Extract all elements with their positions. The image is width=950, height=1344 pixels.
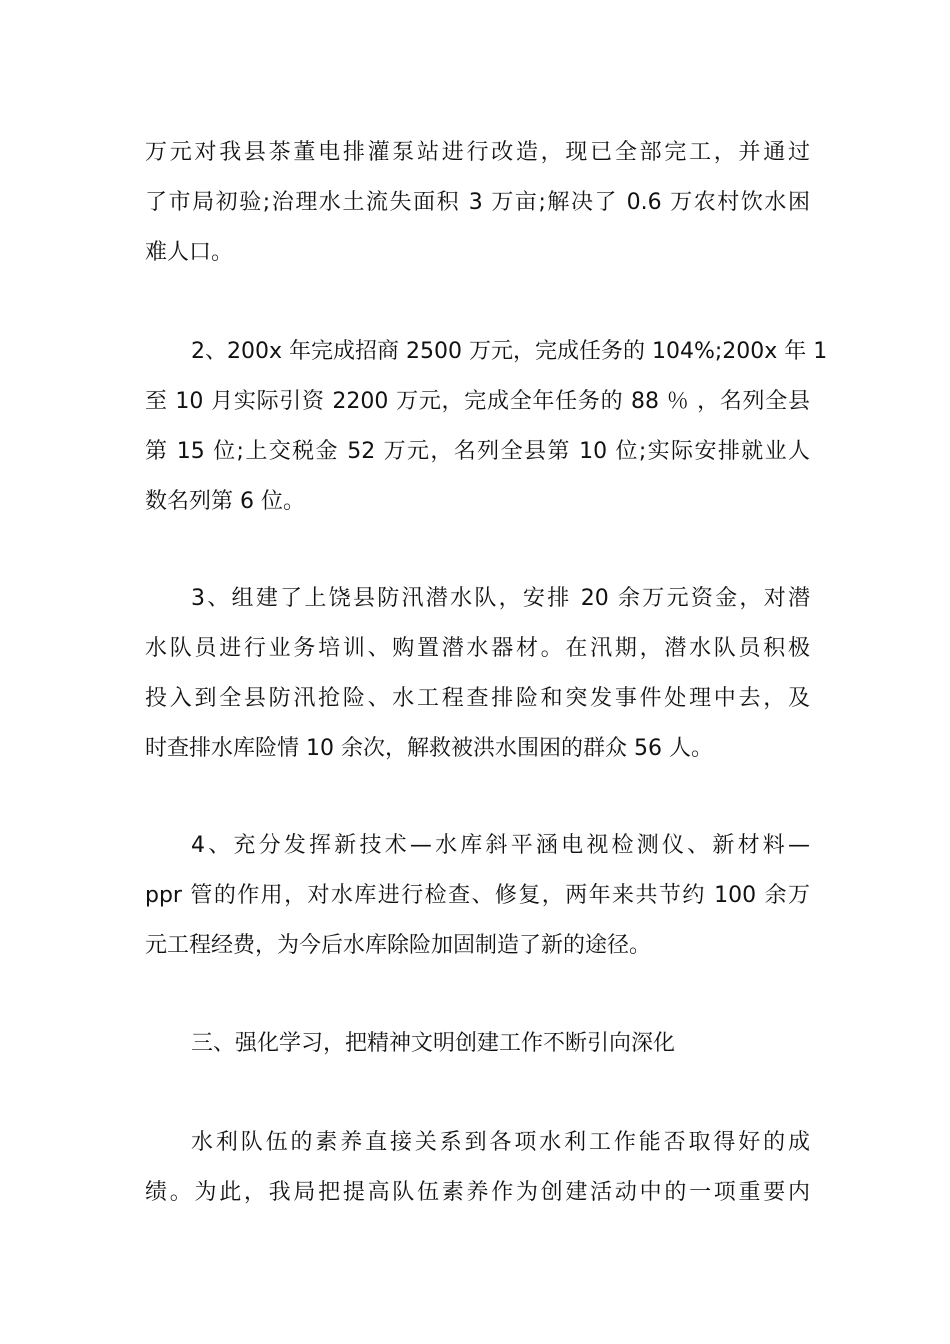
text-line: 数名列第 6 位。 <box>145 489 305 514</box>
text-line: 时查排水库险情 10 余次，解救被洪水围困的群众 56 人。 <box>145 736 713 761</box>
text-line: 第 15 位;上交税金 52 万元，名列全县第 10 位;实际安排就业人 <box>145 439 810 464</box>
section-heading <box>145 1019 810 1069</box>
paragraph-2 <box>145 327 828 527</box>
text-line: 了市局初验;治理水土流失面积 3 万亩;解决了 0.6 万农村饮水困 <box>145 190 810 215</box>
paragraph-3 <box>145 574 810 774</box>
text-line: 水利队伍的素养直接关系到各项水利工作能否取得好的成 <box>191 1130 810 1155</box>
text-line: 4、充分发挥新技术—水库斜平涵电视检测仪、新材料— <box>191 833 810 858</box>
paragraph-1 <box>145 128 810 278</box>
heading-text: 三、强化学习，把精神文明创建工作不断引向深化 <box>191 1031 676 1056</box>
text-line: 水队员进行业务培训、购置潜水器材。在汛期，潜水队员积极 <box>145 636 810 661</box>
text-line: 万元对我县茶董电排灌泵站进行改造，现已全部完工，并通过 <box>145 140 810 165</box>
text-line: ppr 管的作用，对水库进行检查、修复，两年来共节约 100 余万 <box>145 883 810 908</box>
text-line: 3、组建了上饶县防汛潜水队，安排 20 余万元资金，对潜 <box>191 586 810 611</box>
paragraph-4 <box>145 821 810 971</box>
text-line: 投入到全县防汛抢险、水工程查排险和突发事件处理中去，及 <box>145 686 810 711</box>
text-line: 绩。为此，我局把提高队伍素养作为创建活动中的一项重要内 <box>145 1180 810 1205</box>
paragraph-6 <box>145 1118 810 1218</box>
text-line: 2、200x 年完成招商 2500 万元，完成任务的 104%;200x 年 1 <box>191 339 828 364</box>
text-line: 难人口。 <box>145 240 234 265</box>
text-line: 元工程经费，为今后水库除险加固制造了新的途径。 <box>145 933 652 958</box>
text-line: 至 10 月实际引资 2200 万元，完成全年任务的 88 ％ ，名列全县 <box>145 389 810 414</box>
